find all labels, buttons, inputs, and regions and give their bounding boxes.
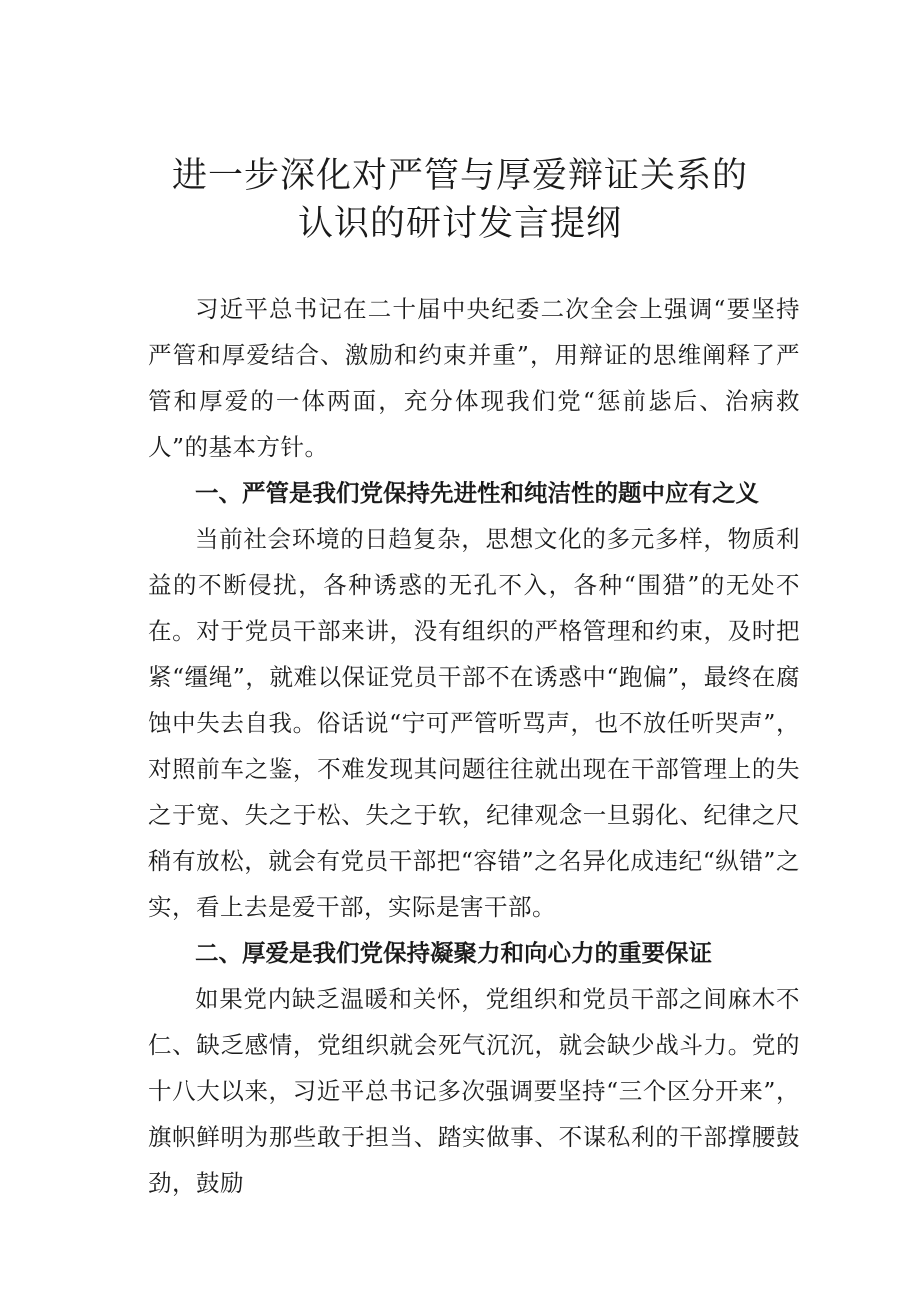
document-title [100,152,820,248]
document-body [148,286,800,1206]
section-1-paragraph: 当前社会环境的日趋复杂，思想文化的多元多样，物质利益的不断侵扰，各种诱惑的无孔不入，各种“围猎”的无处不在。对于党员干部来讲，没有组织的严格管理和约束，及时把紧“缰绳”，就难以保证党员干部不在诱惑中“跑偏”，最终在腐蚀中失去自我。俗话说“宁可严管听骂声，也不放任听哭声”，对照前车之鉴，不难发现其问题往往就出现在干部管理上的失之于宽、失之于松、失之于软，纪律观念一旦弱化、纪律之尺稍有放松，就会有党员干部把“容错”之名异化成违纪“纵错”之实，看上去是爱干部，实际是害干部。 [148,525,800,921]
intro-paragraph: 习近平总书记在二十届中央纪委二次全会上强调“要坚持严管和厚爱结合、激励和约束并重”，用辩证的思维阐释了严管和厚爱的一体两面，充分体现我们党“惩前毖后、治病救人”的基本方针。 [148,295,800,461]
section-1-heading: 一、严管是我们党保持先进性和纯洁性的题中应有之义 [195,479,759,507]
title-line-1: 进一步深化对严管与厚爱辩证关系的 [171,156,748,196]
section-2-heading: 二、厚爱是我们党保持凝聚力和向心力的重要保证 [195,939,712,967]
section-2-paragraph: 如果党内缺乏温暖和关怀，党组织和党员干部之间麻木不仁、缺乏感情，党组织就会死气沉沉，就会缺少战斗力。党的十八大以来，习近平总书记多次强调要坚持“三个区分开来”，旗帜鲜明为那些敢于担当、踏实做事、不谋私利的干部撑腰鼓劲，鼓励 [148,985,800,1197]
title-line-2: 认识的研讨发言提纲 [297,204,622,244]
